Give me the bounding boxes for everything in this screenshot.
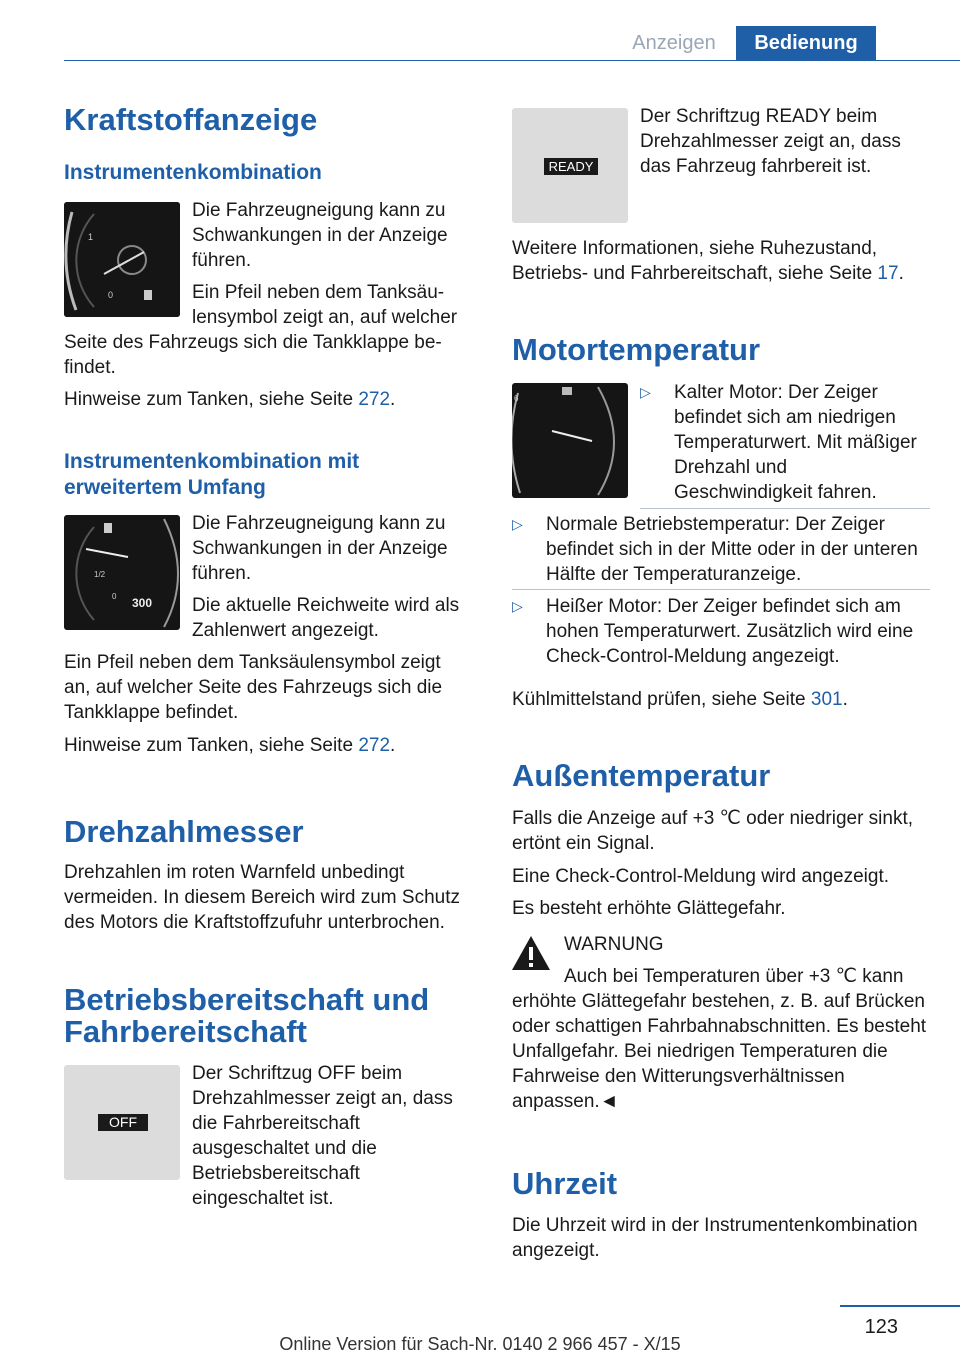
footer-online-version: Online Version für Sach-Nr. 0140 2 966 457 - X/15 [279, 1334, 681, 1354]
bullet-1-text: Kalter Motor: Der Zeiger befindet sich am niedrigen Temperaturwert. Mit mäßiger Drehzahl und Geschwindigkeit fahren. [674, 382, 917, 503]
ik-hint-text: Hinweise zum Tanken, siehe Seite [64, 389, 359, 410]
ready-paragraph: Der Schriftzug READY beim Drehzahlmesser zeigt an, dass das Fahrzeug fahrbereit ist. [640, 106, 901, 177]
betrieb-paragraph: Der Schriftzug OFF beim Drehzahlmesser zeigt an, dass die Fahrbereitschaft ausgeschaltet und die Betriebsbereitschaft eingeschaltet ist. [192, 1063, 453, 1209]
heading-uhrzeit: Uhrzeit [512, 1166, 618, 1201]
ik-paragraph-2c: Seite des Fahrzeugs sich die Tankklappe be- [64, 332, 442, 353]
more-info-page-link[interactable]: 17 [877, 263, 899, 284]
kuehl-hint: Kühlmittelstand prüfen, siehe Seite 301. [512, 689, 848, 710]
heading-ikx-a: Instrumentenkombination mit [64, 450, 360, 473]
warning-triangle-icon [510, 934, 552, 972]
ik-paragraph-2a: Ein Pfeil neben dem Tanksäu- [192, 282, 445, 303]
aussen-paragraph-2: Eine Check-Control-Meldung wird angezeigt. [512, 866, 890, 887]
ikx-hint-text: Hinweise zum Tanken, siehe Seite [64, 735, 359, 756]
warning-paragraph-1: Auch bei Temperaturen über +3 ℃ kann [564, 966, 904, 987]
ik-hint-page-link[interactable]: 272 [358, 389, 391, 410]
heading-drehzahlmesser: Drehzahlmesser [64, 814, 304, 849]
ready-display-image [512, 108, 628, 223]
ikx-hint-page-link[interactable]: 272 [358, 735, 391, 756]
off-badge: OFF [98, 1114, 148, 1131]
heading-ikx-b: erweitertem Umfang [64, 476, 266, 499]
warning-paragraph-2: erhöhte Glättegefahr bestehen, z. B. auf Brücken oder schattigen Fahrbahnabschnitten. Es besteht Unfallgefahr. Bei niedrigen Temperaturen die Fahrweise den Witterungsverhältnissen anpassen.◄ [512, 991, 927, 1112]
svg-text:0: 0 [108, 290, 114, 300]
svg-text:300: 300 [132, 596, 153, 610]
temperature-gauge-image [512, 383, 628, 498]
warning-label: WARNUNG [564, 934, 664, 955]
page-number: 123 [864, 1316, 898, 1338]
heading-kraftstoffanzeige: Kraftstoffanzeige [64, 102, 318, 137]
ikx-hint: Hinweise zum Tanken, siehe Seite 272. [64, 735, 396, 756]
fuel-gauge-extended-image [64, 515, 180, 630]
heading-instrumentenkombination: Instrumentenkombination [64, 161, 322, 184]
bullet-2-text: Normale Betriebstemperatur: Der Zeiger befindet sich in der Mitte oder in der unteren Hälfte der Temperaturanzeige. [546, 514, 918, 585]
heading-aussentemperatur: Außentemperatur [512, 758, 771, 793]
kuehl-hint-page-link[interactable]: 301 [810, 689, 843, 710]
heading-betrieb-a: Betriebsbereitschaft und [64, 982, 430, 1017]
tab-bedienung[interactable]: Bedienung [736, 26, 876, 60]
footer-rule [840, 1305, 960, 1307]
bullet-triangle-icon: ▷ [512, 516, 523, 532]
ik-paragraph-1: Die Fahrzeugneigung kann zu Schwankungen in der Anzeige führen. [192, 200, 448, 271]
bullet-separator [640, 508, 930, 509]
fuel-gauge-image [64, 202, 180, 317]
kuehl-hint-text: Kühlmittelstand prüfen, siehe Seite [512, 689, 811, 710]
svg-text:1/2: 1/2 [94, 570, 106, 579]
bullet-triangle-icon: ▷ [512, 598, 523, 614]
ikx-paragraph-3: Ein Pfeil neben dem Tanksäulensymbol zeigt an, auf welcher Seite des Fahrzeugs sich die Tankklappe befindet. [64, 652, 443, 723]
bullet-3-text: Heißer Motor: Der Zeiger befindet sich am hohen Temperaturwert. Zusätzlich wird eine Check-Control-Meldung angezeigt. [546, 596, 914, 667]
uhrzeit-paragraph: Die Uhrzeit wird in der Instrumentenkombination angezeigt. [512, 1215, 918, 1261]
heading-betrieb-b: Fahrbereitschaft [64, 1014, 307, 1049]
aussen-paragraph-3: Es besteht erhöhte Glättegefahr. [512, 898, 786, 919]
drehzahl-paragraph: Drehzahlen im roten Warnfeld unbedingt vermeiden. In diesem Bereich wird zum Schutz des Motors die Kraftstoffzufuhr unterbrochen. [64, 862, 460, 933]
heading-motortemperatur: Motortemperatur [512, 332, 761, 367]
svg-text:1: 1 [88, 232, 94, 242]
aussen-paragraph-1: Falls die Anzeige auf +3 ℃ oder niedriger sinkt, ertönt ein Signal. [512, 808, 914, 854]
ik-paragraph-2d: findet. [64, 357, 116, 378]
ikx-paragraph-1: Die Fahrzeugneigung kann zu Schwankungen in der Anzeige führen. [192, 513, 448, 584]
tab-anzeigen[interactable]: Anzeigen [632, 32, 716, 54]
more-info: Weitere Informationen, siehe Ruhezustand, Betriebs- und Fahrbereitschaft, siehe Seite 17. [512, 238, 904, 284]
more-info-text: Weitere Informationen, siehe Ruhezustand, Betriebs- und Fahrbereitschaft, siehe Seite [512, 238, 878, 284]
bullet-triangle-icon: ▷ [640, 384, 651, 400]
off-display-image [64, 1065, 180, 1180]
svg-text:0: 0 [112, 592, 117, 601]
ready-badge: READY [544, 158, 598, 175]
ikx-paragraph-2: Die aktuelle Reichweite wird als Zahlenwert angezeigt. [192, 595, 460, 641]
bullet-separator [512, 589, 930, 590]
ik-hint: Hinweise zum Tanken, siehe Seite 272. [64, 389, 396, 410]
header-rule [64, 60, 960, 61]
svg-text:6: 6 [514, 394, 519, 403]
ik-paragraph-2b: lensymbol zeigt an, auf welcher [192, 307, 458, 328]
